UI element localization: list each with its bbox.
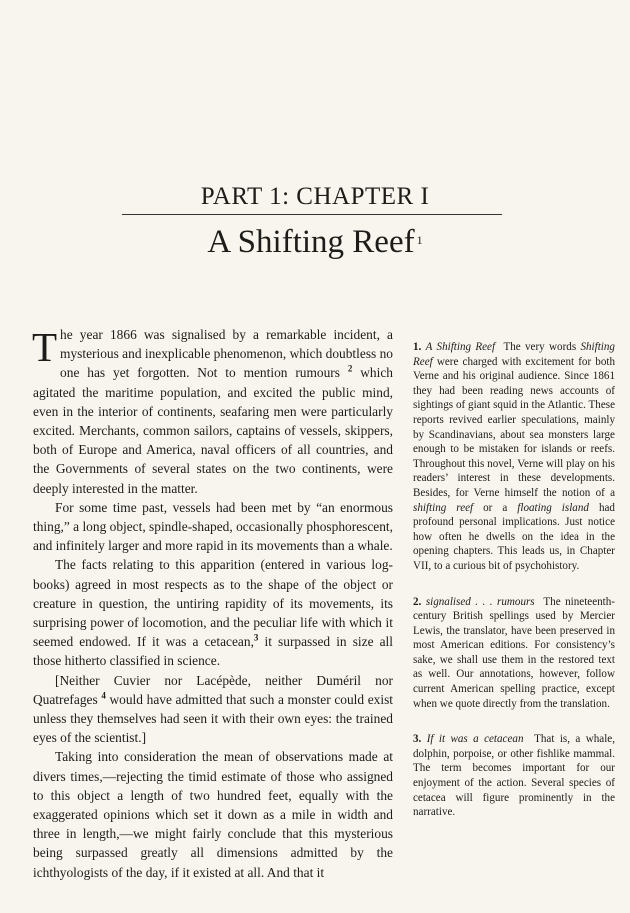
note-emphasis: shifting reef <box>413 501 474 514</box>
note-3 <box>413 732 615 820</box>
paragraph-4 <box>33 671 393 748</box>
note-text: That is, a whale, dolphin, porpoise, or other fishlike mammal. The term becomes important for our enjoyment of the action. Several species of cetacea will figure prominently in the narrative. <box>413 733 615 819</box>
footnote-ref-2: 2 <box>347 363 353 374</box>
note-text: The very words <box>503 341 577 353</box>
drop-cap: T <box>32 324 58 370</box>
main-text <box>33 325 393 882</box>
note-2 <box>413 595 615 712</box>
footnote-ref-3: 3 <box>253 632 259 643</box>
paragraph-4-text-a: [Neither Cuvier nor Lacépède, neither Duméril nor Quatrefages <box>33 672 393 707</box>
note-number: 1. <box>413 341 422 353</box>
annotations-column <box>413 340 615 841</box>
note-heading: If it was a cetacean <box>426 733 524 746</box>
footnote-ref-4: 4 <box>101 690 106 701</box>
note-emphasis: Shifting Reef <box>413 341 615 368</box>
paragraph-3-text-a: The facts relating to this apparition (entered in various log-books) agreed in most respects as to the shape of the object or creature in question, the untiring rapidity of its movements, its surprising power of locomotion, and the peculiar life with which it seemed endowed. If it was a cetacean, <box>33 557 393 650</box>
chapter-title-text: A Shifting Reef <box>207 224 415 260</box>
paragraph-3-text-b: it surpassed in size all those hitherto classified in science. <box>33 634 393 669</box>
note-heading: A Shifting Reef <box>425 341 496 353</box>
note-text: or a <box>483 501 508 514</box>
paragraph-5: Taking into consideration the mean of observations made at divers times,—rejecting the timid estimate of those who assigned to this object a length of two hundred feet, equally with the exaggerated opinions which set it down as a mile in width and three in length,—we might fairly conclude that this mysterious being surpassed greatly all dimensions admitted by the ichthyologists of the day, if it existed at all. And that it <box>33 749 393 880</box>
paragraph-1-text-b: which agitated the maritime population, and excited the public mind, even in the interior of continents, seafaring men were particularly excited. Merchants, common sailors, captains of vessels, skippers, both of Europe and America, naval officers of all countries, and the Governments of several states on the two continents, were deeply interested in the matter. <box>33 365 393 496</box>
note-number: 3. <box>413 733 422 746</box>
chapter-note-ref: 1 <box>416 233 423 247</box>
note-number: 2. <box>413 595 422 608</box>
paragraph-3 <box>33 555 393 670</box>
note-text: The nineteenth-century British spellings used by Mercier Lewis, the translator, have been preserved in most American editions. For consistency’s sake, we shall use them in the restored text as well. Our annotations, however, follow current American spelling practice, except when we quote directly from the translation. <box>413 595 615 710</box>
paragraph-1-text-a: he year 1866 was signalised by a remarkable incident, a mysterious and inexplicable phenomenon, which doubtless no one has yet forgotten. Not to mention rumours <box>60 327 393 381</box>
note-text: had profound personal implications. Just notice how often he dwells on the idea in the opening chapters. This leads us, in Chapter VII, to a curious bit of psychohistory. <box>413 501 615 572</box>
note-emphasis: floating island <box>517 501 589 514</box>
part-title: PART 1: CHAPTER I <box>200 183 430 210</box>
paragraph-4-text-b: would have admitted that such a monster could exist unless they themselves had seen it with their own eyes: the trained eyes of the scientist.] <box>33 691 394 746</box>
note-heading: signalised . . . rumours <box>425 595 535 608</box>
note-text: were charged with excitement for both Verne and his original audience. Since 1861 they had been reading news accounts of sightings of giant squid in the Atlantic. These reports revived earlier speculations, mainly by Scandinavians, about sea monsters large enough to be mistaken for islands or reefs. Throughout this novel, Verne will play on his readers’ interest in these developments. Besides, for Verne himself the notion of a <box>413 355 616 499</box>
title-rule <box>122 214 502 215</box>
paragraph-2: For some time past, vessels had been met by “an enormous thing,” a long object, spindle-shaped, occasionally phosphorescent, and infinitely larger and more rapid in its movements than a whale. <box>33 499 393 554</box>
note-1 <box>413 340 615 574</box>
paragraph-1 <box>33 325 393 498</box>
chapter-title <box>0 222 630 262</box>
